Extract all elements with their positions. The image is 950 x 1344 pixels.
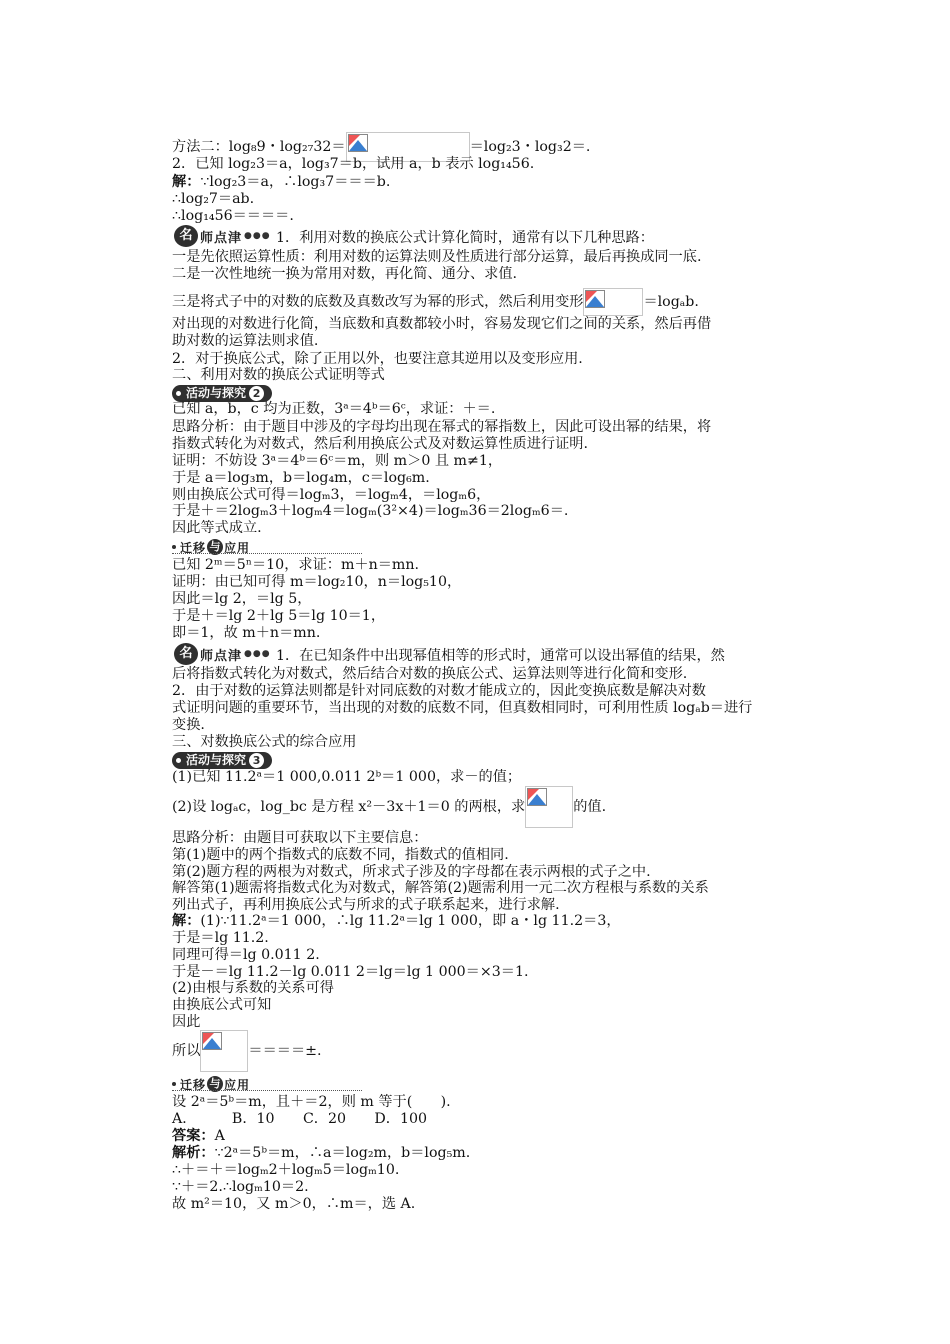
text-line: (1)已知 11.2ᵃ＝1 000,0.011 2ᵇ＝1 000，求－的值； — [172, 769, 522, 785]
broken-image-icon — [525, 786, 573, 828]
text-line — [172, 1145, 470, 1162]
text-segment: 三是将式子中的对数的底数及真数改写为幂的形式，然后利用变形 — [172, 294, 584, 310]
text-line: 2．由于对数的运算法则都是针对同底数的对数才能成立的，因此变换底数是解决对数 — [172, 683, 706, 699]
text-line: 同理可得＝lg 0.011 2. — [172, 947, 320, 963]
text-line: 变换. — [172, 717, 205, 733]
text-segment: 的值. — [573, 799, 607, 815]
text-line: 2．已知 log₂3＝a，log₃7＝b，试用 a，b 表示 log₁₄56. — [172, 156, 535, 172]
text-line: 思路分析：由题目可获取以下主要信息： — [172, 830, 428, 846]
huodong-pill — [172, 385, 272, 402]
text-line: 因此 — [172, 1014, 201, 1030]
banner-title-a: 迁移 — [180, 540, 207, 555]
text-line — [172, 913, 621, 930]
text-line: 证明：不妨设 3ᵃ＝4ᵇ＝6ᶜ＝m，则 m＞0 且 m≠1， — [172, 453, 503, 469]
banner-yu-badge: 与 — [207, 539, 223, 555]
huodong-pill — [172, 752, 272, 769]
banner-title: 活动与探究 — [186, 385, 247, 400]
text-line: 解答第(1)题需将指数式化为对数式，解答第(2)题需利用一元二次方程根与系数的关系 — [172, 880, 709, 896]
bullet-dot — [172, 1082, 176, 1086]
text-line: 证明：由已知可得 m＝log₂10，n＝log₅10， — [172, 574, 462, 590]
section-heading: 二、利用对数的换底公式证明等式 — [172, 367, 385, 383]
text-line: 思路分析：由于题目中涉及的字母均出现在幂式的幂指数上，因此可设出幂的结果，将 — [172, 419, 712, 435]
qianyi-banner — [172, 537, 250, 557]
text-line: 后将指数式转化为对数式，然后结合对数的换底公式、运算法则等进行化简和变形. — [172, 666, 688, 682]
ming-badge: 名 — [174, 225, 198, 247]
text-line: 列出式子，再利用换底公式与所求的式子联系起来，进行求解. — [172, 897, 560, 913]
text-line: 因此等式成立. — [172, 520, 262, 536]
text-line: 设 2ᵃ＝5ᵇ＝m，且＋＝2，则 m 等于( ). — [172, 1094, 451, 1110]
text-line: 因此＝lg 2，＝lg 5， — [172, 591, 312, 607]
text-line: ∴log₁₄56＝＝＝＝. — [172, 208, 294, 224]
text-line: 1．在已知条件中出现幂值相等的形式时，通常可以设出幂值的结果，然 — [276, 648, 725, 664]
text-segment: ＝logₐb. — [643, 294, 699, 310]
text-segment: 方法二：log₈9・log₂₇32＝ — [172, 139, 346, 155]
mingshi-banner — [174, 644, 273, 664]
text-line: 一是先依照运算性质：利用对数的运算法则及性质进行部分运算，最后再换成同一底. — [172, 249, 702, 265]
text-line: 则由换底公式可得＝logₘ3，＝logₘ4，＝logₘ6， — [172, 487, 491, 503]
text-segment: ＝＝＝＝±. — [248, 1043, 322, 1059]
text-line: 于是－＝lg 11.2－lg 0.011 2＝lg＝lg 1 000＝×3＝1. — [172, 964, 529, 980]
text-line: 第(2)题方程的两根为对数式，所求式子涉及的字母都在表示两根的式子之中. — [172, 864, 651, 880]
text-segment: (2)设 logₐc，log_bc 是方程 x²－3x＋1＝0 的两根，求 — [172, 799, 526, 815]
text-line: 于是＋＝2logₘ3＋logₘ4＝logₘ(3²×4)＝logₘ36＝2logₘ6＝. — [172, 503, 569, 519]
banner-title: 活动与探究 — [186, 752, 247, 767]
label-jie: 解： — [172, 913, 201, 929]
text-line: ∴＋＝＋＝logₘ2＋logₘ5＝logₘ10. — [172, 1162, 400, 1178]
text-line: 故 m²＝10，又 m＞0，∴m＝，选 A. — [172, 1196, 416, 1212]
broken-image-icon — [200, 1030, 248, 1072]
text-segment: 所以 — [172, 1043, 201, 1059]
banner-title-a: 迁移 — [180, 1077, 207, 1092]
text-line: 式证明问题的重要环节，当出现的对数的底数不同，但真数相同时，可利用性质 logₐb＝进行 — [172, 700, 753, 716]
text-line — [172, 174, 390, 191]
banner-number: 3 — [249, 753, 264, 768]
text-line: 于是＋＝lg 2＋lg 5＝lg 10＝1， — [172, 608, 386, 624]
text-line: 于是 a＝log₃m，b＝log₄m，c＝log₆m. — [172, 470, 430, 486]
text-line: 已知 a，b，c 均为正数，3ᵃ＝4ᵇ＝6ᶜ，求证：＋＝. — [172, 401, 496, 417]
text-segment: ∵2ᵃ＝5ᵇ＝m，∴a＝log₂m，b＝log₅m. — [214, 1145, 471, 1161]
text-line: 对出现的对数进行化简，当底数和真数都较小时，容易发现它们之间的关系，然后再借 — [172, 316, 712, 332]
huodong-banner — [172, 383, 272, 403]
text-line: ∴log₂7＝ab. — [172, 191, 255, 207]
text-segment: ∵log₂3＝a，∴log₃7＝＝＝b. — [200, 174, 391, 190]
ming-badge: 名 — [174, 643, 198, 665]
banner-title: 师点津 — [200, 648, 243, 664]
broken-image-icon — [583, 288, 643, 316]
text-line: 指数式转化为对数式，然后利用换底公式及对数运算性质进行证明. — [172, 436, 588, 452]
divider — [172, 1090, 362, 1091]
banner-title-b: 应用 — [224, 1077, 251, 1092]
text-line: 2．对于换底公式，除了正用以外，也要注意其逆用以及变形应用. — [172, 351, 583, 367]
text-line: 即＝1，故 m＋n＝mn. — [172, 625, 321, 641]
banner-yu-badge: 与 — [207, 1076, 223, 1092]
text-line: 已知 2ᵐ＝5ⁿ＝10，求证：m＋n＝mn. — [172, 557, 420, 573]
banner-dots: ●●● — [244, 649, 271, 659]
text-line: 于是＝lg 11.2. — [172, 930, 269, 946]
text-line: 助对数的运算法则求值. — [172, 333, 319, 349]
text-line — [172, 1128, 225, 1145]
text-line — [172, 288, 699, 316]
bullet-dot — [172, 545, 176, 549]
banner-dots: ●●● — [244, 231, 271, 241]
label-jie: 解： — [172, 174, 201, 190]
qianyi-banner — [172, 1074, 250, 1094]
text-line: 二是一次性地统一换为常用对数，再化简、通分、求值. — [172, 266, 518, 282]
text-line: (2)由根与系数的关系可得 — [172, 980, 334, 996]
answer-value: A — [214, 1128, 225, 1144]
text-line — [172, 1030, 322, 1072]
text-segment: ＝log₂3・log₃2＝. — [469, 139, 591, 155]
banner-title-b: 应用 — [224, 540, 251, 555]
text-segment: (1)∵11.2ᵃ＝1 000，∴lg 11.2ᵃ＝lg 1 000，即 a・lg 11.2＝3， — [200, 913, 621, 929]
text-line: ∵＋＝2.∴logₘ10＝2. — [172, 1179, 309, 1195]
huodong-banner — [172, 750, 272, 770]
text-line: A． B．10 C．20 D．100 — [172, 1111, 428, 1127]
text-line — [172, 786, 606, 828]
label-answer: 答案： — [172, 1128, 215, 1144]
text-line: 由换底公式可知 — [172, 997, 272, 1013]
section-heading: 三、对数换底公式的综合应用 — [172, 734, 357, 750]
banner-title: 师点津 — [200, 230, 243, 246]
banner-number: 2 — [249, 386, 264, 401]
text-line: 第(1)题中的两个指数式的底数不同，指数式的值相同. — [172, 847, 509, 863]
divider — [172, 553, 362, 554]
mingshi-banner — [174, 226, 273, 246]
text-line: 1．利用对数的换底公式计算化简时，通常有以下几种思路： — [276, 230, 654, 246]
label-analysis: 解析： — [172, 1145, 215, 1161]
